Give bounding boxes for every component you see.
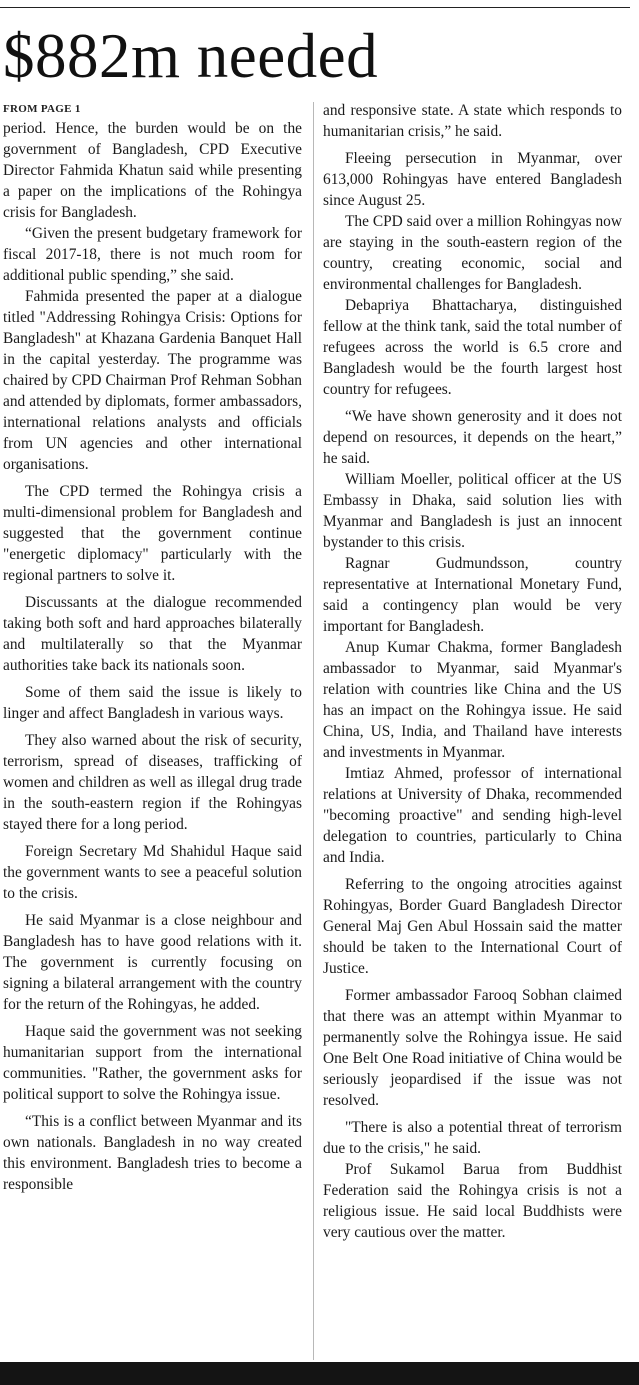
paragraph: Referring to the ongoing atrocities against Rohingyas, Border Guard Bangladesh Director General Maj Gen Abul Hossain said the matter should be taken to the International Court of Justice. [323,876,622,977]
paragraph: Debapriya Bhattacharya, distinguished fellow at the think tank, said the total number of refugees across the world is 6.5 crore and Bangladesh would be the fourth largest host country for refugees. [323,297,622,398]
headline: $882m needed [3,21,379,91]
paragraph: Discussants at the dialogue recommended taking both soft and hard approaches bilaterally and multilaterally so that the Myanmar authorities take back its nationals soon. [3,594,302,674]
paragraph: The CPD termed the Rohingya crisis a multi-dimensional problem for Bangladesh and suggested that the government continue "energetic diplomacy" particularly with the regional partners to solve it. [3,483,302,584]
paragraph: Anup Kumar Chakma, former Bangladesh ambassador to Myanmar, said Myanmar's relation with countries like China and the US has an impact on the Rohingya issue. He said China, US, India, and Thailand have interests and investments in Myanmar. [323,639,622,761]
article-column-right [323,100,622,1243]
article-column-left [3,100,302,1195]
paragraph: Haque said the government was not seeking humanitarian support from the international communities. "Rather, the government asks for political support to solve the Rohingya issue. [3,1023,302,1103]
paragraph: Foreign Secretary Md Shahidul Haque said the government wants to see a peaceful solution to the crisis. [3,843,302,902]
paragraph: Imtiaz Ahmed, professor of international relations at University of Dhaka, recommended "becoming proactive" and sending high-level delegation to countries, particularly to China and India. [323,765,622,866]
scan-bottom-edge [0,1362,639,1385]
paragraph: Prof Sukamol Barua from Buddhist Federation said the Rohingya crisis is not a religious issue. He said local Buddhists were very cautious over the matter. [323,1161,622,1241]
paragraph: "There is also a potential threat of terrorism due to the crisis," he said. [323,1119,622,1157]
paragraph: Ragnar Gudmundsson, country representative at International Monetary Fund, said a contingency plan would be very important for Bangladesh. [323,555,622,635]
paragraph: Fleeing persecution in Myanmar, over 613,000 Rohingyas have entered Bangladesh since August 25. [323,150,622,209]
column-divider [313,102,314,1360]
kicker-from-page: FROM PAGE 1 [3,103,81,115]
paragraph: and responsive state. A state which responds to humanitarian crisis,” he said. [323,102,622,140]
paragraph: “We have shown generosity and it does not depend on resources, it depends on the heart,” he said. [323,408,622,467]
paragraph: Fahmida presented the paper at a dialogue titled "Addressing Rohingya Crisis: Options for Bangladesh" at Khazana Gardenia Banquet Hall in the capital yesterday. The programme was chaired by CPD Chairman Prof Rehman Sobhan and attended by diplomats, former ambassadors, international relations analysts and officials from UN agencies and other international organisations. [3,288,302,473]
paragraph: William Moeller, political officer at the US Embassy in Dhaka, said solution lies with Myanmar and Bangladesh is just an innocent bystander to this crisis. [323,471,622,551]
paragraph: They also warned about the risk of security, terrorism, spread of diseases, trafficking of women and children as well as illegal drug trade in the south-eastern region if the Rohingyas stayed there for a long period. [3,732,302,833]
paragraph: He said Myanmar is a close neighbour and Bangladesh has to have good relations with it. The government is currently focusing on signing a bilateral arrangement with the country for the return of the Rohingyas, he added. [3,912,302,1013]
paragraph: “Given the present budgetary framework for fiscal 2017-18, there is not much room for additional public spending,” she said. [3,225,302,284]
paragraph: Former ambassador Farooq Sobhan claimed that there was an attempt within Myanmar to permanently solve the Rohingya issue. He said One Belt One Road initiative of China would be seriously jeopardised if the issue was not resolved. [323,987,622,1109]
paragraph: Some of them said the issue is likely to linger and affect Bangladesh in various ways. [3,684,302,722]
paragraph: The CPD said over a million Rohingyas now are staying in the south-eastern region of the country, creating economic, social and environmental challenges for Bangladesh. [323,213,622,293]
paragraph: “This is a conflict between Myanmar and its own nationals. Bangladesh in no way created this environment. Bangladesh tries to become a responsible [3,1113,302,1193]
paragraph: period. Hence, the burden would be on the government of Bangladesh, CPD Executive Director Fahmida Khatun said while presenting a paper on the implications of the Rohingya crisis for Bangladesh. [3,120,302,221]
top-rule [0,7,630,8]
